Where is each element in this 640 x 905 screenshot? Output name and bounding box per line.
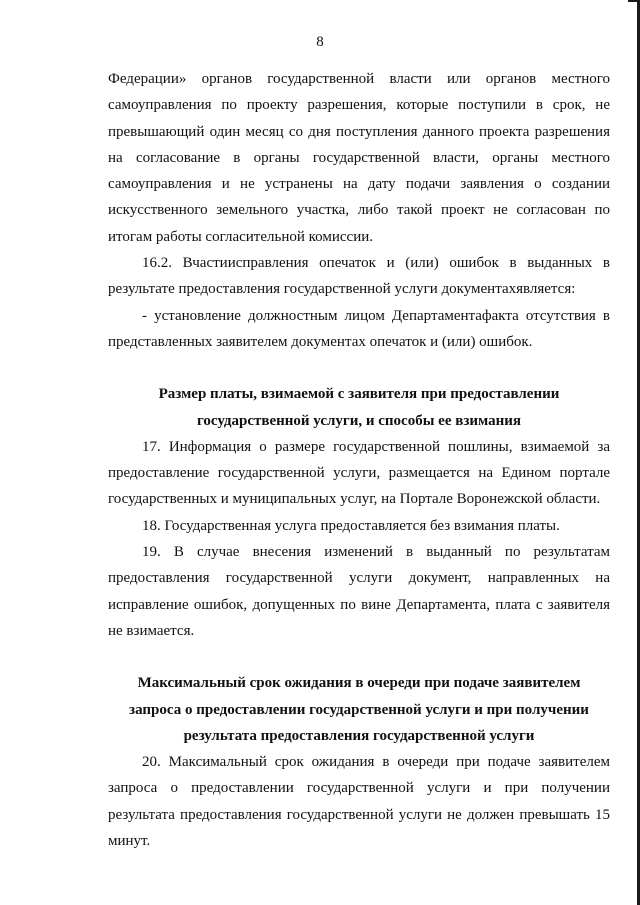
scan-border-corner	[628, 0, 640, 2]
page-number: 8	[316, 34, 324, 50]
section-heading-queue-line-2: запроса о предоставлении государственной услуги и при получении	[129, 701, 589, 718]
section-heading-payment-line-1: Размер платы, взимаемой с заявителя при предоставлении	[158, 386, 560, 403]
section-spacer	[108, 355, 610, 381]
section-spacer	[108, 644, 610, 670]
paragraph-continuation: Федерации» органов государственной власти или органов местного самоуправления по проекту разрешения, которые поступили в срок, не превышающий один месяц со дня поступления данного проекта разрешения на согласование в органы государственной власти, органы местного самоуправления и не устранены на дату подачи заявления о создании искусственного земельного участка, либо такой проект не согласован по итогам работы согласительной комиссии.	[108, 71, 610, 245]
section-heading-payment-line-2: государственной услуги, и способы ее взимания	[196, 412, 522, 429]
section-heading-queue-line-1: Максимальный срок ожидания в очереди при подаче заявителем	[137, 675, 581, 692]
section-heading-queue-line-3: результата предоставления государственной услуги	[183, 727, 535, 744]
paragraph-16-2-item: - установление должностным лицом Департаментафакта отсутствия в представленных заявителем документах опечаток и (или) ошибок.	[108, 307, 610, 350]
paragraph-18: 18. Государственная услуга предоставляется без взимания платы.	[142, 517, 560, 534]
paragraph-17: 17. Информация о размере государственной пошлины, взимаемой за предоставление государственной услуги, размещается на Едином портале государственных и муниципальных услуг, на Портале Воронежской области.	[108, 438, 610, 508]
paragraph-20: 20. Максимальный срок ожидания в очереди при подаче заявителем запроса о предоставлении государственной услуги и при получении результата предоставления государственной услуги не должен превышать 15 минут.	[108, 754, 610, 850]
page-content	[108, 66, 610, 854]
paragraph-16-2: 16.2. Вчастиисправления опечаток и (или) ошибок в выданных в результате предоставления государственной услуги документахявляется:	[108, 255, 610, 298]
paragraph-19: 19. В случае внесения изменений в выданный по результатам предоставления государственной услуги документ, направленных на исправление ошибок, допущенных по вине Департамента, плата с заявителя не взимается.	[108, 544, 610, 639]
